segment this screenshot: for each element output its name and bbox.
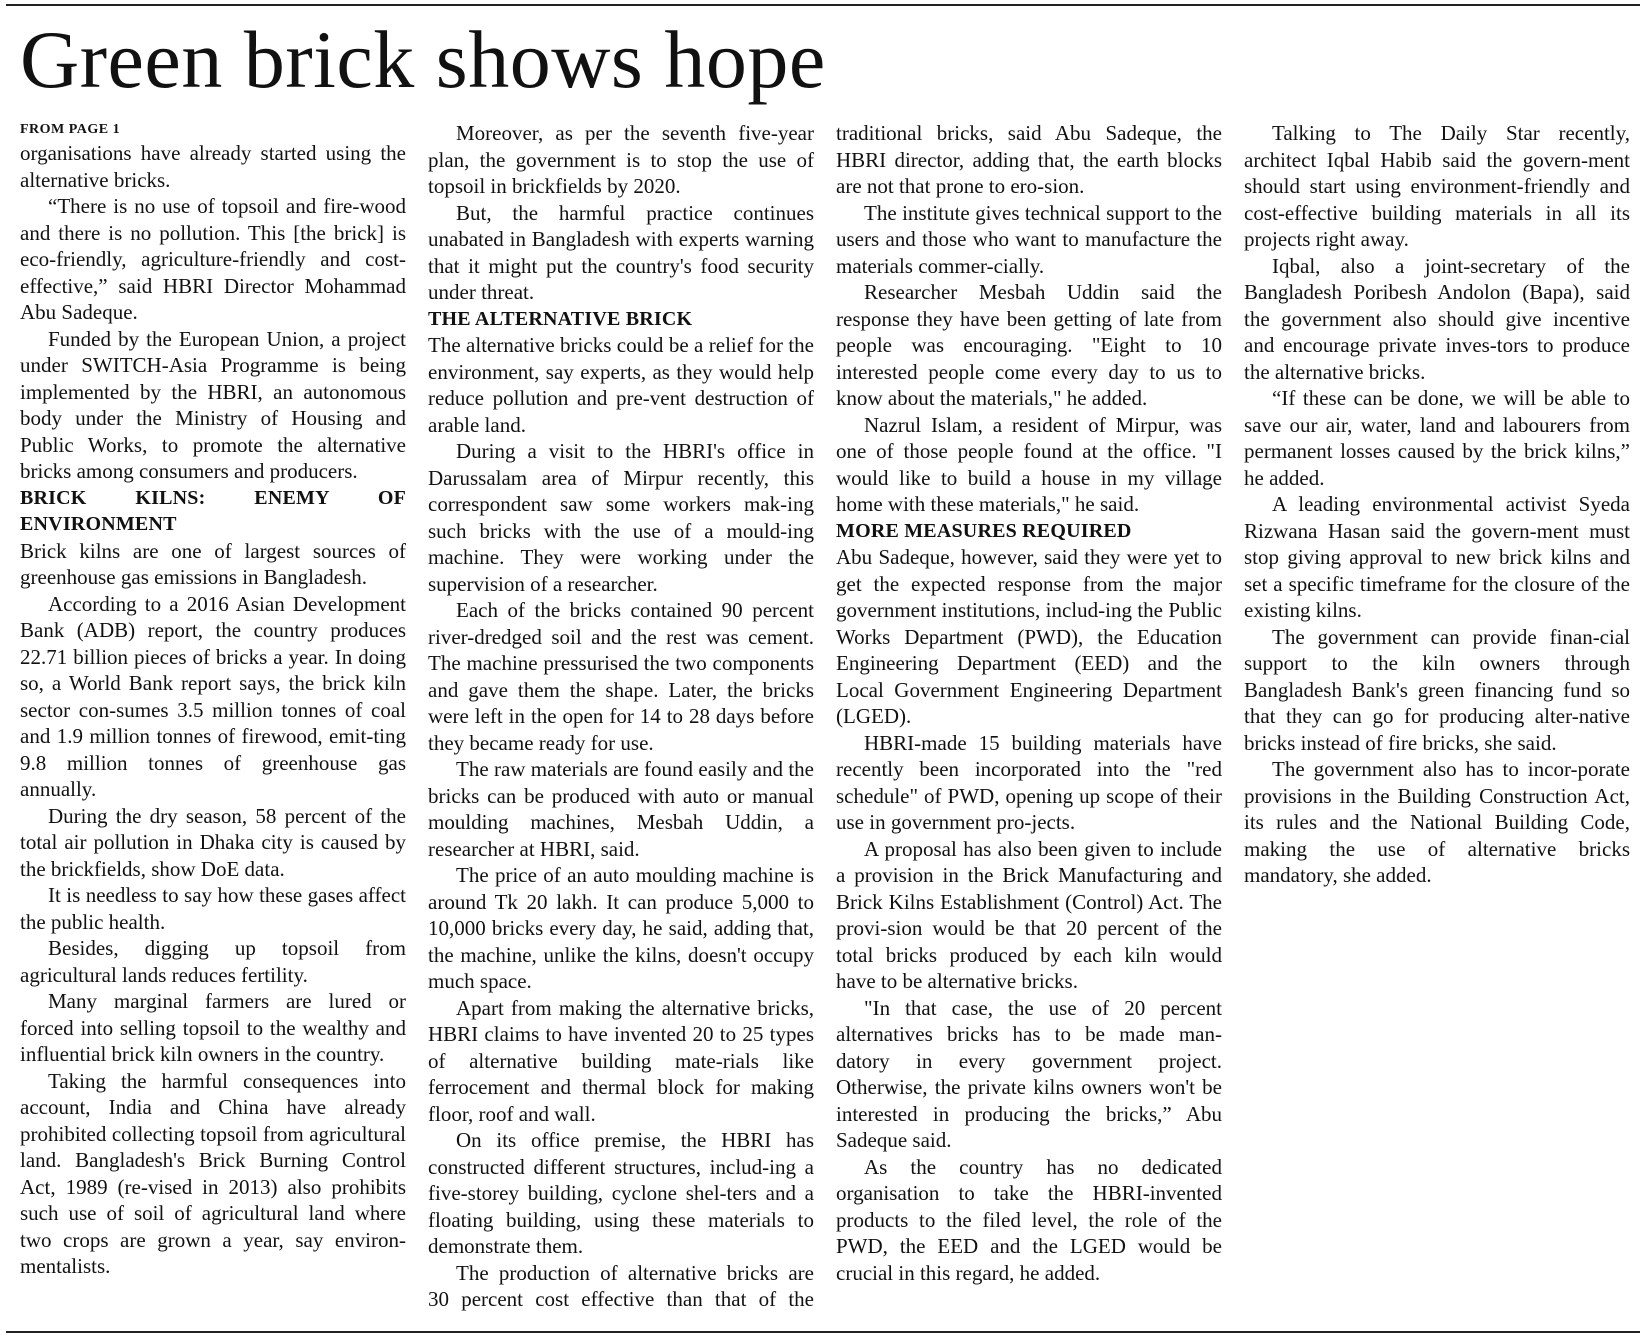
bottom-rule (6, 1331, 1640, 1333)
paragraph: It is needless to say how these gases affect the public health. (20, 883, 406, 934)
subheading: BRICK KILNS: ENEMY OF ENVIRONMENT (20, 486, 406, 535)
headline: Green brick shows hope (20, 14, 826, 105)
paragraph: HBRI-made 15 building materials have recently been incorporated into the "red schedule" of PWD, opening up scope of their use in government pro-jects. (836, 730, 1222, 834)
paragraph: The raw materials are found easily and the bricks can be produced with auto or manual moulding machines, Mesbah Uddin, a researcher at HBRI, said. (428, 757, 814, 861)
top-rule (6, 4, 1640, 6)
paragraph: Taking the harmful consequences into account, India and China have already prohibited collecting topsoil from agricultural land. Bangladesh's Brick Burning Control Act, 1989 (re-vised in 2013) also prohibits such use of soil of agricultural land where two crops are grown a year, say environ-mentalists. (20, 1068, 406, 1278)
paragraph: The government also has to incor-porate provisions in the Building Construction Act, its rules and the National Building Code, making the use of alternative bricks mandatory, she added. (1244, 757, 1630, 887)
paragraph: Iqbal, also a joint-secretary of the Bangladesh Poribesh Andolon (Bapa), said the government also should give incentive and encourage private inves-tors to produce the alternative bricks. (1244, 253, 1630, 384)
paragraph: Brick kilns are one of largest sources of greenhouse gas emissions in Bangladesh. (20, 538, 406, 589)
paragraph: The alternative bricks could be a relief for the environment, say experts, as they would help reduce pollution and pre-vent destruction of arable land. (428, 333, 814, 437)
paragraph: Researcher Mesbah Uddin said the response they have been getting of late from people was encouraging. "Eight to 10 interested people come every day to us to know about the materials," he added. (836, 280, 1222, 410)
paragraph: Moreover, as per the seventh five-year plan, the government is to stop the use of topsoil in brickfields by 2020. (428, 121, 814, 198)
paragraph: On its office premise, the HBRI has constructed different structures, includ-ing a five-storey building, cyclone shel-ters and a floating building, using these materials to demonstrate them. (428, 1128, 814, 1258)
paragraph: A proposal has also been given to include a provision in the Brick Manufacturing and Brick Kilns Establishment (Control) Act. The provi-sion would be that 20 percent of the total bricks produced by each kiln would have to be alternative bricks. (836, 836, 1222, 993)
paragraph: Abu Sadeque, however, said they were yet to get the expected response from the major government institutions, includ-ing the Public Works Department (PWD), the Education Engineering Department (EED) and the Local Government Engineering Department (LGED). (836, 545, 1222, 728)
continued-from-label: FROM PAGE 1 (20, 122, 121, 137)
paragraph: The price of an auto moulding machine is around Tk 20 lakh. It can produce 5,000 to 10,000 bricks every day, he said, adding that, the machine, unlike the kilns, doesn't occupy much space. (428, 863, 814, 993)
paragraph: The institute gives technical support to the users and those who want to manufacture the materials commer-cially. (836, 200, 1222, 278)
paragraph: Funded by the European Union, a project under SWITCH-Asia Programme is being implemented by the HBRI, an autonomous body under the Ministry of Housing and Public Works, to promote the alternative bricks among consumers and producers. (20, 326, 406, 483)
paragraph: The production of alternative bricks are 30 percent cost effective than that of the traditional bricks, said Abu Sadeque, the HBRI director, adding that, the earth blocks are not that prone to ero-sion. (428, 121, 1222, 1311)
paragraph: According to a 2016 Asian Development Bank (ADB) report, the country produces 22.71 billion pieces of bricks a year. In doing so, a World Bank report says, the brick kiln sector con-sumes 3.5 million tonnes of coal and 1.9 million tonnes of firewood, emit-ting 9.8 million tonnes of greenhouse gas annually. (20, 591, 406, 801)
paragraph: During a visit to the HBRI's office in Darussalam area of Mirpur recently, this correspondent saw some workers mak-ing such bricks with the use of a mould-ing machine. They were working under the supervision of a researcher. (428, 439, 814, 596)
paragraph: A leading environmental activist Syeda Rizwana Hasan said the govern-ment must stop giving approval to new brick kilns and set a specific timeframe for the closure of the existing kilns. (1244, 492, 1630, 622)
paragraph: “There is no use of topsoil and fire-wood and there is no pollution. This [the brick] is eco-friendly, agriculture-friendly and cost-effective,” said HBRI Director Mohammad Abu Sadeque. (20, 194, 406, 324)
paragraph: “If these can be done, we will be able to save our air, water, land and labourers from permanent losses caused by the brick kilns,” he added. (1244, 386, 1630, 490)
paragraph: During the dry season, 58 percent of the total air pollution in Dhaka city is caused by the brickfields, show DoE data. (20, 803, 406, 881)
paragraph: As the country has no dedicated organisation to take the HBRI-invented products to the filed level, the role of the PWD, the EED and the LGED would be crucial in this regard, he added. (836, 1154, 1222, 1285)
paragraph: organisations have already started using the alternative bricks. (20, 141, 406, 192)
paragraph: Apart from making the alternative bricks, HBRI claims to have invented 20 to 25 types of alternative building mate-rials like ferrocement and thermal block for making floor, roof and wall. (428, 995, 814, 1126)
subheading: MORE MEASURES REQUIRED (836, 519, 1132, 542)
paragraph: But, the harmful practice continues unabated in Bangladesh with experts warning that it might put the country's food security under threat. (428, 200, 814, 304)
paragraph: Many marginal farmers are lured or forced into selling topsoil to the wealthy and influential brick kiln owners in the country. (20, 989, 406, 1066)
paragraph: "In that case, the use of 20 percent alternatives bricks has to be made man-datory in every government project. Otherwise, the private kilns owners won't be interested in producing the bricks,” Abu Sadeque said. (836, 995, 1222, 1152)
paragraph: Talking to The Daily Star recently, architect Iqbal Habib said the govern-ment should start using environment-friendly and cost-effective building materials in all its projects right away. (1244, 121, 1630, 251)
subheading: THE ALTERNATIVE BRICK (428, 307, 693, 330)
paragraph: Each of the bricks contained 90 percent river-dredged soil and the rest was cement. The machine pressurised the two components and gave them the shape. Later, the bricks were left in the open for 14 to 28 days before they became ready for use. (428, 598, 814, 755)
paragraph: The government can provide finan-cial support to the kiln owners through Bangladesh Bank's green financing fund so that they can go for producing alter-native bricks instead of fire bricks, she said. (1244, 624, 1630, 755)
paragraph: Besides, digging up topsoil from agricultural lands reduces fertility. (20, 936, 406, 987)
article-body (20, 120, 1630, 1330)
paragraph: Nazrul Islam, a resident of Mirpur, was one of those people found at the office. "I would like to build a house in my village home with these materials," he said. (836, 412, 1222, 516)
